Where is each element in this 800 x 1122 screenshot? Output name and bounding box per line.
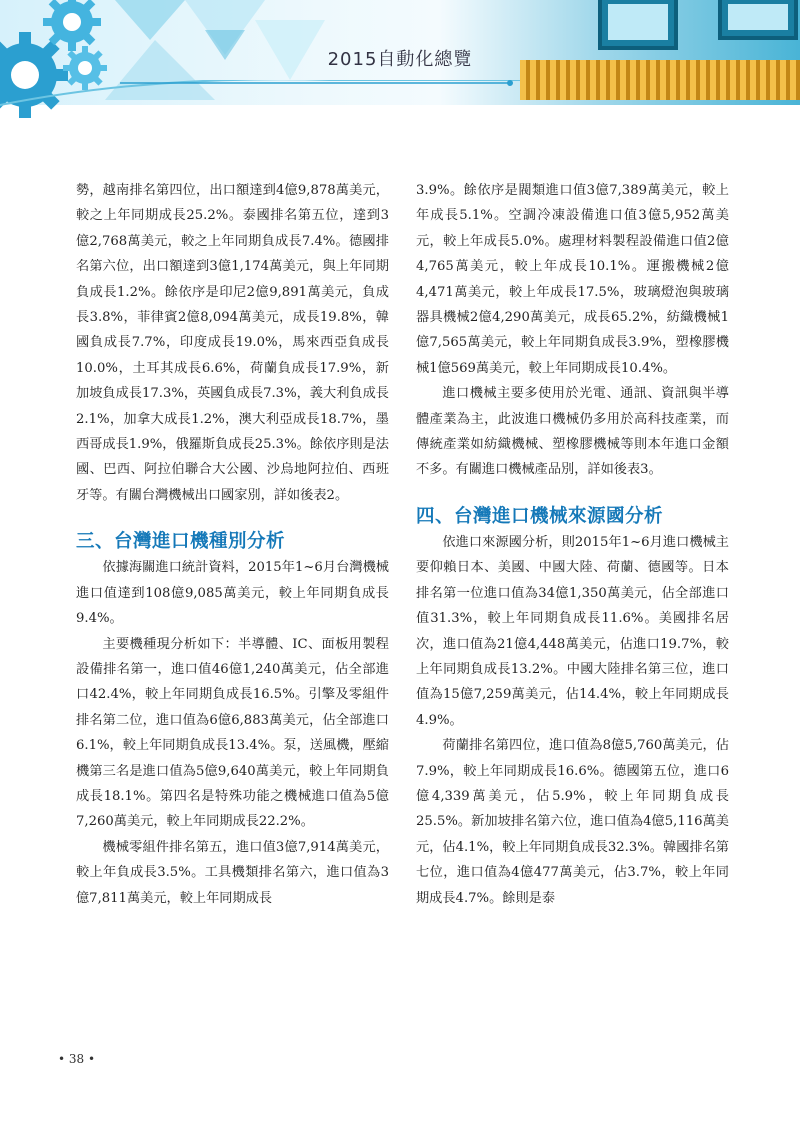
header-curve-line <box>0 80 800 125</box>
left-column <box>76 178 389 911</box>
right-column <box>416 178 729 911</box>
circuit-chip-icon <box>598 0 678 50</box>
right-paragraph-3: 依進口來源國分析，則2015年1~6月進口機械主要仰賴日本、美國、中國大陸、荷蘭、德國等。日本排名第一位進口值為34億1,350萬美元，佔全部進口值31.3%，較上年同期負成長11.6%。美國排名居次，進口值為21億4,448萬美元，佔進口19.7%，較上年同期負成長13.2%。中國大陸排名第三位，進口值為15億7,259萬美元，佔14.4%，較上年同期成長4.9%。 <box>416 534 729 728</box>
page-header-banner <box>0 0 800 125</box>
left-paragraph-4: 機械零組件排名第五，進口值3億7,914萬美元，較上年負成長3.5%。工具機類排名第六，進口值為3億7,811萬美元，較上年同期成長 <box>76 839 389 906</box>
circuit-chip-icon <box>718 0 798 40</box>
left-paragraph-3: 主要機種現分析如下：半導體、IC、面板用製程設備排名第一，進口值46億1,240萬美元，佔全部進口42.4%，較上年同期負成長16.5%。引擎及零組件排名第二位，進口值為6億6,883萬美元，佔全部進口6.1%，較上年同期負成長13.4%。泵，送風機，壓縮機第三名是進口值為5億9,640萬美元，較上年同期負成長18.1%。第四名是特殊功能之機械進口值為5億7,260萬美元，較上年同期成長22.2%。 <box>76 636 389 830</box>
left-paragraph-1: 勢，越南排名第四位，出口額達到4億9,878萬美元，較之上年同期成長25.2%。泰國排名第五位，達到3億2,768萬美元，較之上年同期負成長7.4%。德國排名第六位，出口額達到3億1,174萬美元，與上年同期負成長1.2%。餘依序是印尼2億9,891萬美元，負成長3.8%，菲律賓2億8,094萬美元，成長19.8%，韓國負成長7.7%，印度成長19.0%，馬來西亞負成長10.0%，土耳其成長6.6%，荷蘭負成長17.9%，新加坡負成長17.3%，英國負成長7.3%，義大利負成長2.1%，加拿大成長1.2%，澳大利亞成長18.7%，墨西哥成長1.9%，俄羅斯負成長25.3%。餘依序則是法國、巴西、阿拉伯聯合大公國、沙烏地阿拉伯、西班牙等。有關台灣機械出口國家別，詳如後表2。 <box>76 183 389 503</box>
right-paragraph-1: 3.9%。餘依序是閥類進口值3億7,389萬美元，較上年成長5.1%。空調冷凍設備進口值3億5,952萬美元，較上年成長5.0%。處理材料製程設備進口值2億4,765萬美元，較上年成長10.1%。運搬機械2億4,471萬美元，較上年成長17.5%，玻璃燈泡與玻璃器具機械2億4,290萬美元，成長65.2%，紡織機械1億7,565萬美元，較上年同期負成長3.9%，塑橡膠機械1億569萬美元，較上年同期成長10.4%。 <box>416 183 729 376</box>
section-heading-4: 四、台灣進口機械來源國分析 <box>416 505 664 527</box>
header-title: 2015自動化總覽 <box>327 49 473 70</box>
left-paragraph-2: 依據海關進口統計資料，2015年1~6月台灣機械進口值達到108億9,085萬美元，較上年同期負成長9.4%。 <box>76 560 389 627</box>
page-number: • 38 • <box>58 1052 96 1066</box>
right-paragraph-2: 進口機械主要多使用於光電、通訊、資訊與半導體產業為主，此波進口機械仍多用於高科技產業，而傳統產業如紡織機械、塑橡膠機械等則本年進口金額不多。有關進口機械產品別，詳如後表3。 <box>416 386 729 478</box>
right-paragraph-4: 荷蘭排名第四位，進口值為8億5,760萬美元，佔7.9%，較上年同期成長16.6%。德國第五位，進口6億4,339萬美元，佔5.9%，較上年同期負成長25.5%。新加坡排名第六位，進口值為4億5,116萬美元，佔4.1%，較上年同期負成長32.3%。韓國排名第七位，進口值為4億477萬美元，佔3.7%，較上年同期成長4.7%。餘則是泰 <box>416 738 729 906</box>
section-heading-3: 三、台灣進口機種別分析 <box>76 531 286 553</box>
